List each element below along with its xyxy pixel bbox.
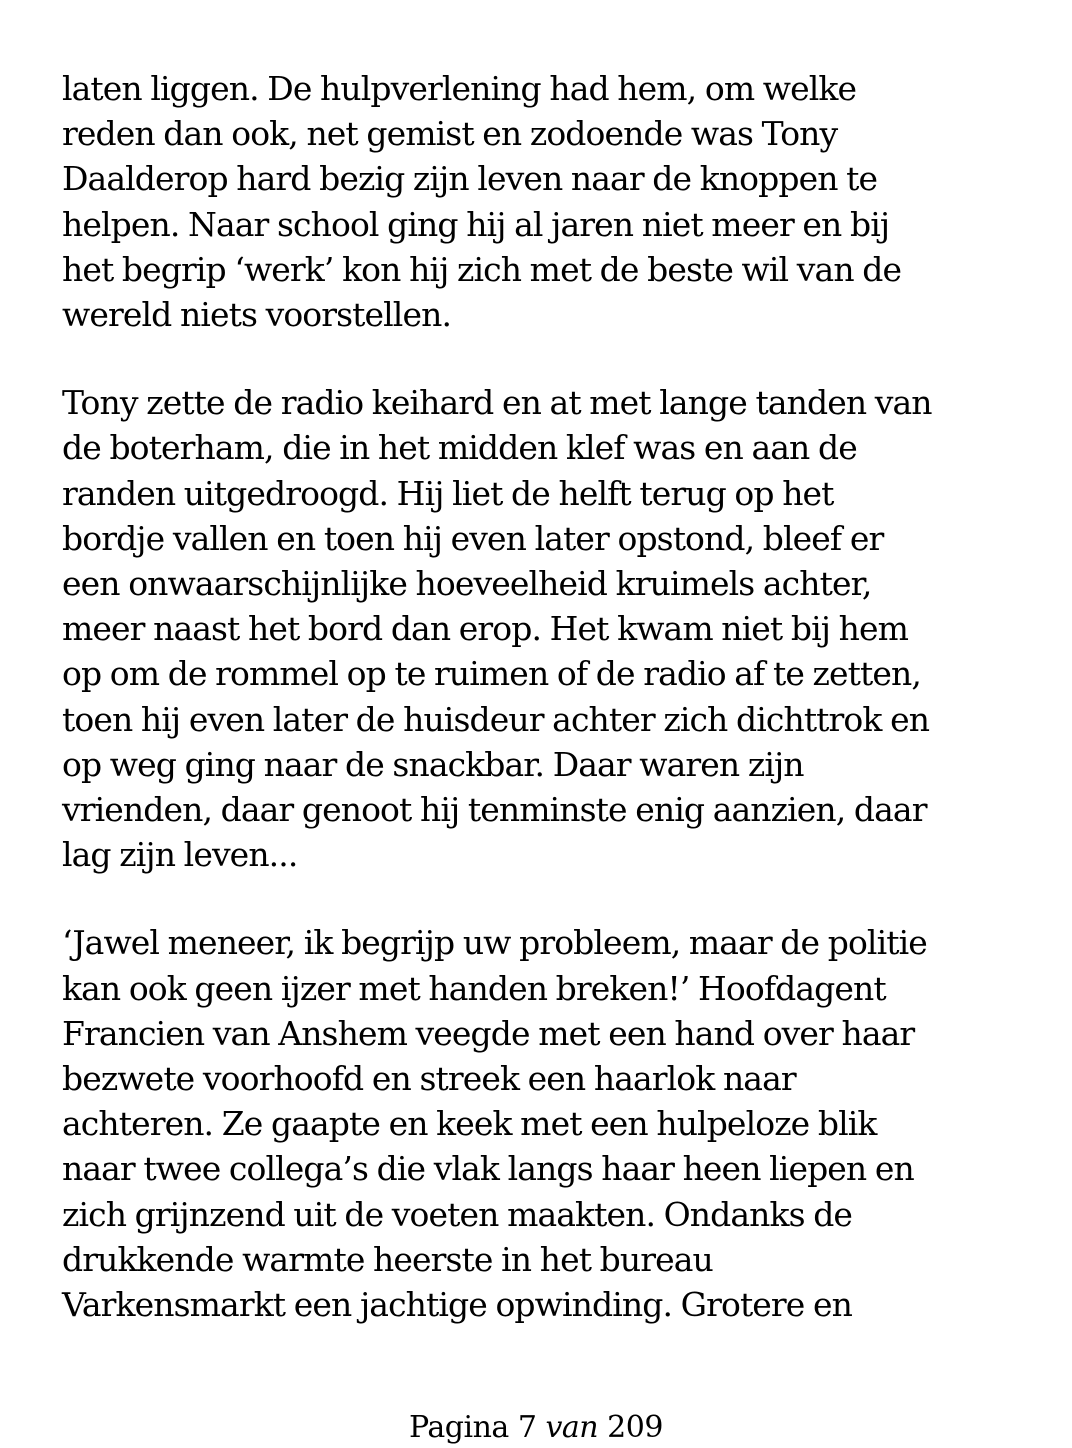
text-line: laten liggen. De hulpverlening had hem, om welke [62, 69, 857, 108]
text-line: kan ook geen ijzer met handen breken!’ Hoofdagent [62, 968, 886, 1008]
text-line: reden dan ook, net gemist en zodoende was Tony [62, 114, 838, 154]
text-line: achteren. Ze gaapte en keek met een hulpeloze blik [62, 1104, 877, 1144]
page-label: Pagina [409, 1410, 509, 1445]
text-line: de boterham, die in het midden klef was en aan de [62, 428, 857, 468]
text-line: Varkensmarkt een jachtige opwinding. Grotere en [62, 1285, 853, 1325]
total-pages: 209 [607, 1410, 663, 1445]
current-page-number: 7 [517, 1410, 537, 1445]
text-line: op om de rommel op te ruimen of de radio af te zetten, [62, 654, 921, 694]
text-line: zich grijnzend uit de voeten maakten. Ondanks de [62, 1194, 853, 1234]
paragraph-1 [62, 66, 1022, 337]
text-line: vrienden, daar genoot hij tenminste enig aanzien, daar [62, 790, 927, 830]
text-line: lag zijn leven... [62, 835, 298, 875]
text-line: drukkende warmte heerste in het bureau [62, 1239, 713, 1279]
text-line: Francien van Anshem veegde met een hand over haar [62, 1013, 915, 1053]
text-line: Daalderop hard bezig zijn leven naar de knoppen te [62, 159, 878, 199]
text-line: wereld niets voorstellen. [62, 295, 452, 335]
paragraph-3 [62, 920, 1022, 1327]
text-line: het begrip ‘werk’ kon hij zich met de beste wil van de [62, 249, 902, 289]
text-line: ‘Jawel meneer, ik begrijp uw probleem, maar de politie [62, 923, 927, 963]
text-line: een onwaarschijnlijke hoeveelheid kruimels achter, [62, 564, 872, 604]
text-line: naar twee collega’s die vlak langs haar heen liepen en [62, 1149, 914, 1189]
text-line: Tony zette de radio keihard en at met lange tanden van [62, 383, 932, 423]
text-line: randen uitgedroogd. Hij liet de helft terug op het [62, 473, 834, 513]
page-separator: van [545, 1410, 599, 1445]
paragraph-2 [62, 380, 1022, 877]
text-line: op weg ging naar de snackbar. Daar waren zijn [62, 744, 804, 784]
page-body [62, 66, 1022, 1370]
text-line: meer naast het bord dan erop. Het kwam niet bij hem [62, 609, 909, 649]
text-line: bezwete voorhoofd en streek een haarlok naar [62, 1059, 796, 1099]
text-line: helpen. Naar school ging hij al jaren niet meer en bij [62, 204, 890, 244]
page-indicator [0, 1410, 1072, 1445]
text-line: toen hij even later de huisdeur achter zich dichttrok en [62, 699, 930, 739]
text-line: bordje vallen en toen hij even later opstond, bleef er [62, 518, 884, 558]
